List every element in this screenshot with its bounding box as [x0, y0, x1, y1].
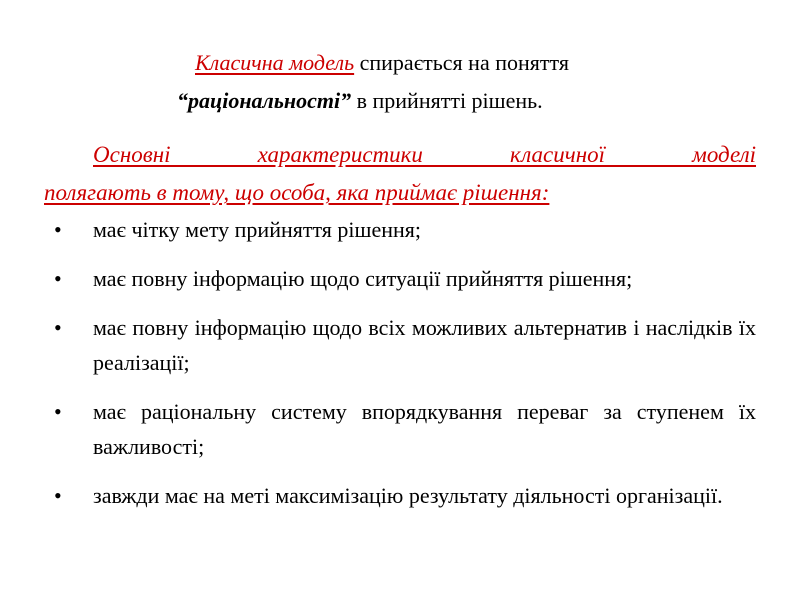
bullet-icon: •: [54, 217, 62, 242]
list-item-text: має повну інформацію щодо всіх можливих альтернатив і наслідків їх реалізації;: [93, 315, 756, 375]
characteristics-heading: [44, 136, 756, 212]
list-item-text: має раціональну систему впорядкування переваг за ступенем їх важливості;: [93, 399, 756, 459]
rationality-term: “раціональності”: [177, 88, 352, 113]
list-item-text: має повну інформацію щодо ситуації прийняття рішення;: [93, 266, 633, 291]
list-item: [44, 310, 756, 380]
list-item: [44, 394, 756, 464]
list-item: [44, 478, 756, 513]
bullet-icon: •: [54, 483, 62, 508]
list-item: [44, 261, 756, 296]
intro-text-b: в прийнятті рішень.: [351, 88, 543, 113]
list-item: [44, 212, 756, 247]
bullet-icon: •: [54, 399, 62, 424]
intro-line-2: [40, 82, 760, 120]
intro-paragraph: [40, 44, 760, 120]
bullet-icon: •: [54, 315, 62, 340]
intro-line-1: [40, 44, 760, 82]
intro-text-a: спирається на поняття: [354, 50, 569, 75]
list-item-text: має чітку мету прийняття рішення;: [93, 217, 422, 242]
classical-model-term: Класична модель: [195, 50, 355, 75]
heading-line-1: Основні характеристики класичної моделі: [93, 142, 756, 167]
bullet-icon: •: [54, 266, 62, 291]
characteristics-list: [44, 212, 756, 527]
heading-line-2: полягають в тому, що особа, яка приймає рішення:: [44, 180, 550, 205]
list-item-text: завжди має на меті максимізацію результату діяльності організації.: [93, 483, 723, 508]
